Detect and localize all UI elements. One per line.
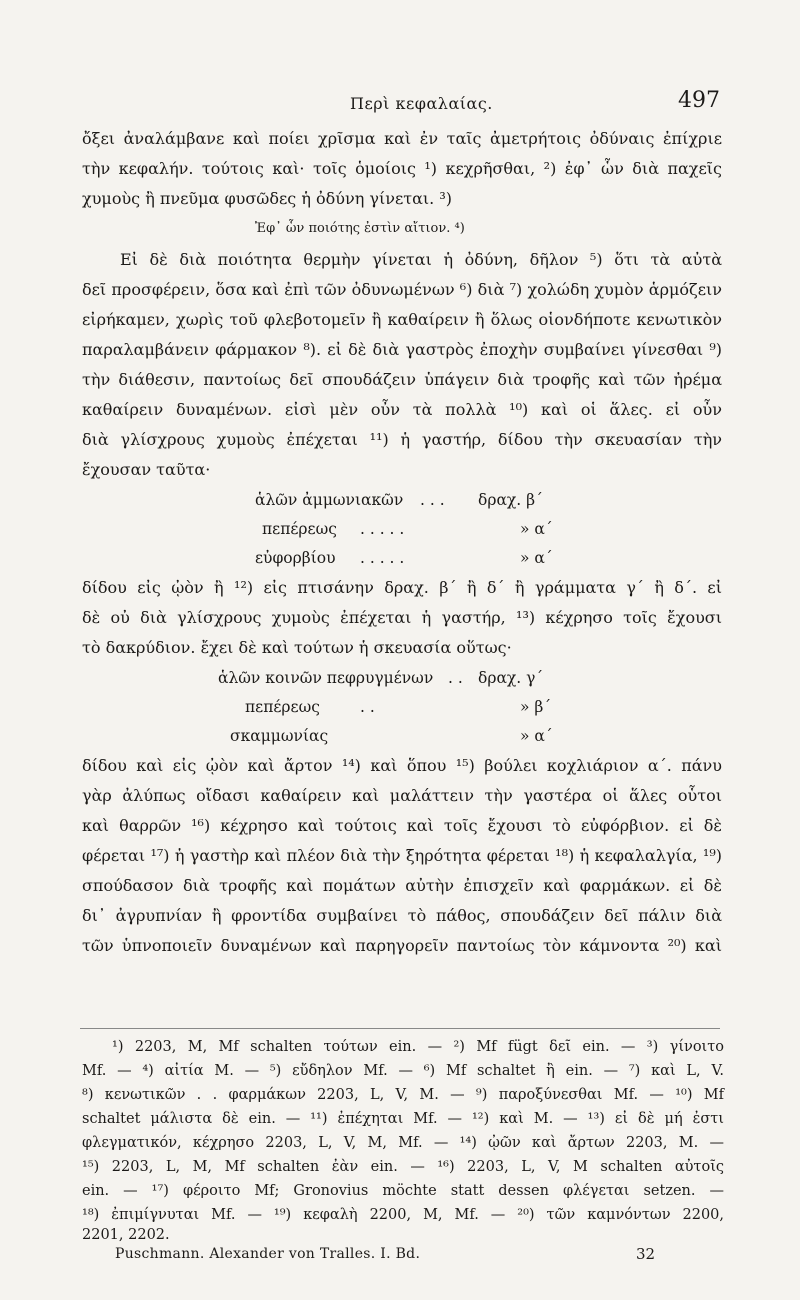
recipe-quantity: » α΄ bbox=[520, 549, 553, 567]
body-line: ἔχουσαν ταῦτα· bbox=[82, 460, 211, 479]
body-line: τὴν κεφαλήν. τούτοις καὶ· τοῖς ὁμοίοις ¹) κεχρῆσθαι, ²) ἐφ᾽ ὧν διὰ παχεῖς bbox=[82, 159, 722, 178]
recipe-ingredient: σκαμμωνίας bbox=[230, 727, 329, 745]
body-line: καθαίρειν δυναμένων. εἰσὶ μὲν οὖν τὰ πολλὰ ¹⁰) καὶ οἱ ἅλες. εἰ οὖν bbox=[82, 400, 722, 419]
footnote-line: schaltet μάλιστα δὲ ein. — ¹¹) ἐπέχηται Mf. — ¹²) καὶ M. — ¹³) εἰ δὲ μή ἐστι bbox=[82, 1111, 724, 1127]
running-title: Περὶ κεφαλαίας. bbox=[350, 94, 493, 113]
body-line: τῶν ὑπνοποιεῖν δυναμένων καὶ παρηγορεῖν παντοίως τὸν κάμνοντα ²⁰) καὶ bbox=[82, 936, 722, 955]
body-line: γὰρ ἀλύπως οἴδασι καθαίρειν καὶ μαλάττειν τὴν γαστέρα οἱ ἅλες οὗτοι bbox=[82, 786, 722, 805]
body-line: τὴν διάθεσιν, παντοίως δεῖ σπουδάζειν ὑπάγειν διὰ τροφῆς καὶ τῶν ἠρέμα bbox=[82, 370, 722, 389]
body-line: παραλαμβάνειν φάρμακον ⁸). εἰ δὲ διὰ γαστρὸς ἐποχὴν συμβαίνει γίνεσθαι ⁹) bbox=[82, 340, 722, 359]
recipe-ingredient: ἁλῶν ἀμμωνιακῶν bbox=[255, 491, 404, 509]
recipe-leader: . . bbox=[448, 669, 463, 687]
footnote-line: ¹⁸) ἐπιμίγνυται Mf. — ¹⁹) κεφαλὴ 2200, M, Mf. — ²⁰) τῶν καμνόντων 2200, bbox=[82, 1207, 724, 1223]
body-line: εἰρήκαμεν, χωρὶς τοῦ φλεβοτομεῖν ἢ καθαίρειν ἢ ὅλως οἱονδήποτε κενωτικὸν bbox=[82, 310, 722, 329]
body-line: δεῖ προσφέρειν, ὅσα καὶ ἐπὶ τῶν ὀδυνωμένων ⁶) διὰ ⁷) χολώδη χυμὸν ἁρμόζειν bbox=[82, 280, 722, 299]
page-number: 497 bbox=[678, 88, 720, 113]
signature-mark: 32 bbox=[636, 1245, 656, 1263]
body-line: ὄξει ἀναλάμβανε καὶ ποίει χρῖσμα καὶ ἐν ταῖς ἀμετρήτοις ὀδύναις ἐπίχριε bbox=[82, 129, 722, 148]
footnote-line: Mf. — ⁴) αἰτία M. — ⁵) εὔδηλον Mf. — ⁶) Mf schaltet ἢ ein. — ⁷) καὶ L, V. bbox=[82, 1063, 724, 1079]
section-heading: Ἐφ᾽ ὧν ποιότης ἐστὶν αἴτιον. ⁴) bbox=[255, 221, 465, 236]
body-line: δι᾽ ἀγρυπνίαν ἢ φροντίδα συμβαίνει τὸ πάθος, σπουδάζειν δεῖ πάλιν διὰ bbox=[82, 906, 722, 925]
recipe-ingredient: πεπέρεως bbox=[245, 698, 320, 716]
recipe-leader: . . . bbox=[420, 491, 445, 509]
footnote-line: ¹) 2203, M, Mf schalten τούτων ein. — ²) Mf fügt δεῖ ein. — ³) γίνοιτο bbox=[112, 1039, 724, 1055]
recipe-leader: . . . . . bbox=[360, 549, 405, 567]
recipe-quantity: » α΄ bbox=[520, 520, 553, 538]
body-line: δίδου καὶ εἰς ᾠὸν καὶ ἄρτον ¹⁴) καὶ ὅπου ¹⁵) βούλει κοχλιάριον α΄. πάνυ bbox=[82, 756, 722, 775]
footnote-rule bbox=[80, 1028, 720, 1029]
recipe-quantity: » β΄ bbox=[520, 698, 552, 716]
body-line: τὸ δακρύδιον. ἔχει δὲ καὶ τούτων ἡ σκευασία οὕτως· bbox=[82, 638, 512, 657]
footnote-line: ein. — ¹⁷) φέροιτο Mf; Gronovius möchte statt dessen φλέγεται setzen. — bbox=[82, 1183, 724, 1199]
recipe-leader: . . . . . bbox=[360, 520, 405, 538]
body-line: σπούδασον διὰ τροφῆς καὶ πομάτων αὐτὴν ἐπισχεῖν καὶ φαρμάκων. εἰ δὲ bbox=[82, 876, 722, 895]
recipe-ingredient: εὐφορβίου bbox=[255, 549, 336, 567]
recipe-quantity: δραχ. β΄ bbox=[478, 491, 543, 509]
footnote-line: φλεγματικόν, κέχρησο 2203, L, V, M, Mf. — ¹⁴) ᾠῶν καὶ ἄρτων 2203, M. — bbox=[82, 1135, 724, 1151]
body-line: καὶ θαρρῶν ¹⁶) κέχρησο καὶ τούτοις καὶ τοῖς ἔχουσι τὸ εὐφόρβιον. εἰ δὲ bbox=[82, 816, 722, 835]
recipe-quantity: » α΄ bbox=[520, 727, 553, 745]
footnote-line: 2201, 2202. bbox=[82, 1227, 170, 1243]
body-line: φέρεται ¹⁷) ἡ γαστὴρ καὶ πλέον διὰ τὴν ξηρότητα φέρεται ¹⁸) ἡ κεφαλαλγία, ¹⁹) bbox=[82, 846, 722, 865]
body-line: Εἰ δὲ διὰ ποιότητα θερμὴν γίνεται ἡ ὀδύνη, δῆλον ⁵) ὅτι τὰ αὐτὰ bbox=[120, 250, 722, 269]
footer-signature: Puschmann. Alexander von Tralles. I. Bd. bbox=[115, 1246, 421, 1262]
recipe-quantity: δραχ. γ΄ bbox=[478, 669, 544, 687]
body-line: διὰ γλίσχρους χυμοὺς ἐπέχεται ¹¹) ἡ γαστήρ, δίδου τὴν σκευασίαν τὴν bbox=[82, 430, 722, 449]
body-line: δίδου εἰς ᾠὸν ἢ ¹²) εἰς πτισάνην δραχ. β΄ ἢ δ΄ ἢ γράμματα γ΄ ἢ δ΄. εἰ bbox=[82, 578, 722, 597]
footnote-line: ⁸) κενωτικῶν . . φαρμάκων 2203, L, V, M. — ⁹) παροξύνεσθαι Mf. — ¹⁰) Mf bbox=[82, 1087, 724, 1103]
page-header bbox=[80, 88, 720, 122]
recipe-ingredient: ἁλῶν κοινῶν πεφρυγμένων bbox=[218, 669, 434, 687]
footnote-line: ¹⁵) 2203, L, M, Mf schalten ἐὰν ein. — ¹⁶) 2203, L, V, M schalten αὐτοῖς bbox=[82, 1159, 724, 1175]
body-line: δὲ οὐ διὰ γλίσχρους χυμοὺς ἐπέχεται ἡ γαστήρ, ¹³) κέχρησο τοῖς ἔχουσι bbox=[82, 608, 722, 627]
recipe-ingredient: πεπέρεως bbox=[262, 520, 337, 538]
recipe-leader: . . bbox=[360, 698, 375, 716]
body-line: χυμοὺς ἢ πνεῦμα φυσῶδες ἡ ὀδύνη γίνεται. ³) bbox=[82, 189, 452, 208]
